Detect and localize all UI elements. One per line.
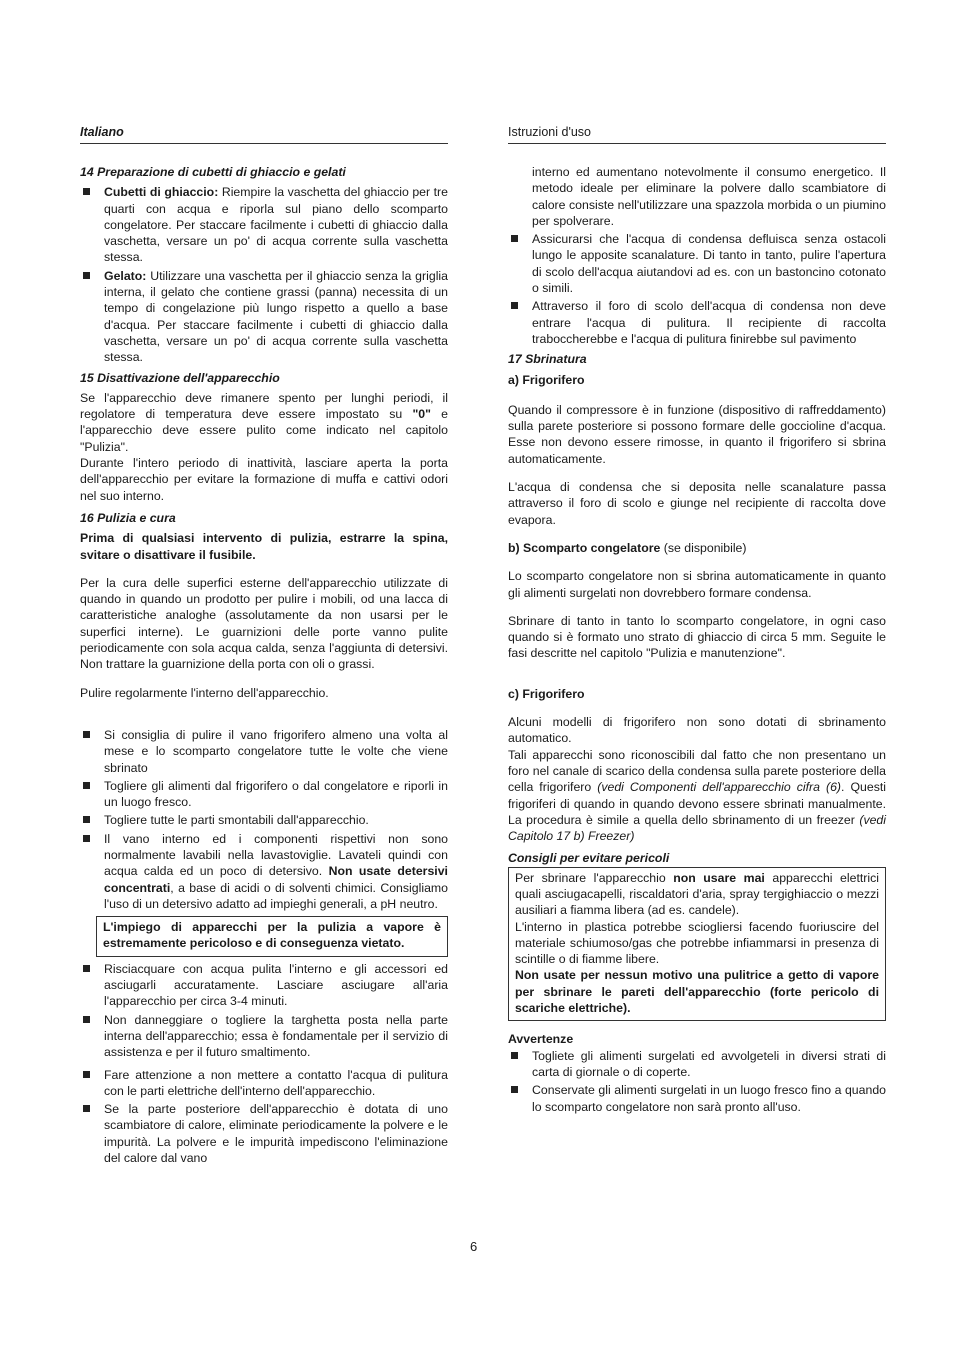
subsection-b-title: b) Scomparto congelatore (se disponibile) <box>508 540 747 555</box>
list-item: Gelato: Utilizzare una vaschetta per il ghiaccio senza la griglia interna, il gelato che contiene grassi (panna) necessita di un tempo di congelazione più lungo rispetto a quello a base d'acqua. Per staccare facilmente i cubetti di ghiaccio dalla vaschetta, versare un po' di acqua corrente sulla vaschetta stessa. <box>80 268 448 366</box>
language-label: Italiano <box>80 124 124 139</box>
section-14-heading: 14 Preparazione di cubetti di ghiaccio e gelati <box>80 165 346 179</box>
section-16-list-2 <box>80 961 448 1167</box>
bullet-icon <box>511 1052 518 1059</box>
bullet-icon <box>83 965 90 972</box>
list-item: Fare attenzione a non mettere a contatto l'acqua di pulitura con le parti elettriche dell'interno dell'apparecchio. <box>80 1067 448 1100</box>
section-14-list <box>80 184 448 365</box>
paragraph: Per sbrinare l'apparecchio non usare mai apparecchi elettrici quali asciugacapelli, riscaldatori d'aria, spray tergighiaccio o mezzi ausiliari a fiamma libera (ad es. candele). <box>515 870 879 918</box>
paragraph: Alcuni modelli di frigorifero non sono dotati di sbrinamento automatico. <box>508 715 886 746</box>
list-item: Assicurarsi che l'acqua di condensa defluisca senza ostacoli lungo le apposite scanalature. Di tanto in tanto, pulire l'apertura di scolo dell'acqua aiutandovi ad es. con un bastoncino cotonato o simili. <box>508 231 886 296</box>
list-item: Cubetti di ghiaccio: Riempire la vaschetta del ghiaccio per tre quarti con acqua e riporla sul piano dello scomparto congelatore. Per staccare facilmente i cubetti di ghiaccio dalla vaschetta, versare un po' di acqua corrente sulla vaschetta stessa. <box>80 184 448 265</box>
list-item: Conservate gli alimenti surgelati in un luogo fresco fino a quando lo scomparto congelatore non sarà pronto all'uso. <box>508 1082 886 1115</box>
list-item: Non danneggiare o togliere la targhetta posta nella parte interna dell'apparecchio; essa è fondamentale per il servizio di assistenza e per il futuro smaltimento. <box>80 1012 448 1061</box>
paragraph: Durante l'intero periodo di inattività, lasciare aperta la porta dell'apparecchio per evitare la formazione di muffa e cattivi odori nel suo interno. <box>80 456 448 503</box>
list-item: Attraverso il foro di scolo dell'acqua di condensa non deve entrare l'acqua di pulitura. Il recipiente di raccolta traboccherebbe e l'acqua di pulitura finirebbe sul pavimento <box>508 298 886 347</box>
paragraph: Quando il compressore è in funzione (dispositivo di raffreddamento) sulla parete posteriore si possono formare delle goccioline d'acqua. Esse non devono essere rimosse, in quanto il frigorifero si sbrina automaticamente. <box>508 402 886 466</box>
bullet-icon <box>511 1086 518 1093</box>
paragraph: Se l'apparecchio deve rimanere spento per lunghi periodi, il regolatore di temperatura deve essere impostato su "0" e l'apparecchio deve essere pulito come indicato nel capitolo "Pulizia". <box>80 390 448 454</box>
bullet-icon <box>83 272 90 279</box>
list-item: Si consiglia di pulire il vano frigorifero almeno una volta al mese e lo scomparto congelatore tutte le volte che viene sbrinato <box>80 727 448 776</box>
bullet-icon <box>511 235 518 242</box>
document-title: Istruzioni d'uso <box>508 124 591 139</box>
paragraph: Tali apparecchi sono riconoscibili dal fatto che non presentano un foro nel canale di scarico della condensa sulla parete posteriore della cella frigorifero (vedi Componenti dell'apparecchio cifra (6). Questi frigoriferi di quando in quando devono essere sbrinati manualmente. La procedura è simile a quella dello sbrinamento di un freezer (vedi Capitolo 17 b) Freezer) <box>508 747 887 844</box>
paragraph: Lo scomparto congelatore non si sbrina automaticamente in quanto gli alimenti surgelati non dovrebbero formare condensa. <box>508 569 886 600</box>
steam-cleaner-warning-box: L'impiego di apparecchi per la pulizia a vapore è estremamente pericoloso e di conseguenza vietato. <box>96 916 448 957</box>
page-number: 6 <box>470 1239 478 1254</box>
list-item: Togliete gli alimenti surgelati ed avvolgeteli in diversi strati di carta di giornale o di coperte. <box>508 1048 886 1081</box>
danger-box <box>508 867 886 1022</box>
notes-heading: Avvertenze <box>508 1032 574 1047</box>
paragraph: Sbrinare di tanto in tanto lo scomparto congelatore, in ogni caso quando si è formato uno strato di ghiaccio di circa 5 mm. Seguite le fasi descritte nel capitolo "Pulizia e manutenzione". <box>508 613 886 661</box>
bullet-icon <box>83 1016 90 1023</box>
header-left <box>80 122 448 144</box>
section-16-heading: 16 Pulizia e cura <box>80 510 176 525</box>
list-item: Il vano interno ed i componenti rispettivi non sono normalmente lavabili nella lavastoviglie. Lavateli quindi con acqua calda ed un poco di detersivo. Non usate detersivi concentrati, a base di acidi o di solventi chimici. Consigliamo l'uso di un detersivo adatto ad impieghi generali, a pH neutro. <box>80 831 448 912</box>
bullet-icon <box>83 731 90 738</box>
right-list <box>508 231 886 347</box>
continuation-text: interno ed aumentano notevolmente il consumo energetico. Il metodo ideale per eliminare la polvere dallo scambiatore di calore consiste nell'utilizzare una spazzola morbida o un piumino per spolverare. <box>532 165 886 228</box>
warning-text: Prima di qualsiasi intervento di pulizia, estrarre la spina, svitare o disattivare il fusibile. <box>80 531 448 562</box>
notes-list <box>508 1048 886 1115</box>
bullet-icon <box>511 302 518 309</box>
paragraph: L'interno in plastica potrebbe sciogliersi facendo fuoriuscire del materiale schiumoso/gas che potrebbe infiammarsi in presenza di scintille o di fiamme libere. <box>515 919 879 967</box>
bullet-icon <box>83 782 90 789</box>
header-right <box>508 122 886 144</box>
paragraph: Non usate per nessun motivo una pulitrice a getto di vapore per sbrinare le pareti dell'apparecchio (forte pericolo di scariche elettriche). <box>515 968 879 1016</box>
list-item: Se la parte posteriore dell'apparecchio è dotata di uno scambiatore di calore, eliminate periodicamente la polvere e le impurità. La polvere e le impurità impediscono l'eliminazione del calore dal vano <box>80 1101 448 1166</box>
subsection-a-title: a) Frigorifero <box>508 372 585 387</box>
bullet-icon <box>83 188 90 195</box>
paragraph: Pulire regolarmente l'interno dell'apparecchio. <box>80 685 329 700</box>
list-item: Togliere gli alimenti dal frigorifero o dal congelatore e riporli in un luogo fresco. <box>80 778 448 811</box>
paragraph: L'acqua di condensa che si deposita nelle scanalature passa attraverso il foro di scolo e giunge nel recipiente di raccolta dove evapora. <box>508 480 886 527</box>
list-item: Risciacquare con acqua pulita l'interno e gli accessori ed asciugarli accuratamente. Lasciare asciugare all'aria l'apparecchio per circa 3-4 minuti. <box>80 961 448 1010</box>
subsection-c-title: c) Frigorifero <box>508 686 585 701</box>
left-column <box>80 122 448 1170</box>
bullet-icon <box>83 1105 90 1112</box>
bullet-icon <box>83 816 90 823</box>
list-item: Togliere tutte le parti smontabili dall'apparecchio. <box>80 812 448 828</box>
section-16-list <box>80 727 448 912</box>
right-column <box>508 122 886 1119</box>
danger-heading: Consigli per evitare pericoli <box>508 851 670 866</box>
section-15-heading: 15 Disattivazione dell'apparecchio <box>80 370 280 385</box>
section-17-heading: 17 Sbrinatura <box>508 352 587 367</box>
bullet-icon <box>83 1071 90 1078</box>
paragraph: Per la cura delle superfici esterne dell'apparecchio utilizzate di quando in quando un prodotto per pulire i mobili, od una lacca di caratteristiche analoghe (assolutamente da non usarsi per le superfici interne). Le guarnizioni delle porte vanno pulite periodicamente con sola acqua calda, senza l'aggiunta di detersivi. Non trattare la guarnizione della porta con oli o grassi. <box>80 575 448 672</box>
bullet-icon <box>83 835 90 842</box>
